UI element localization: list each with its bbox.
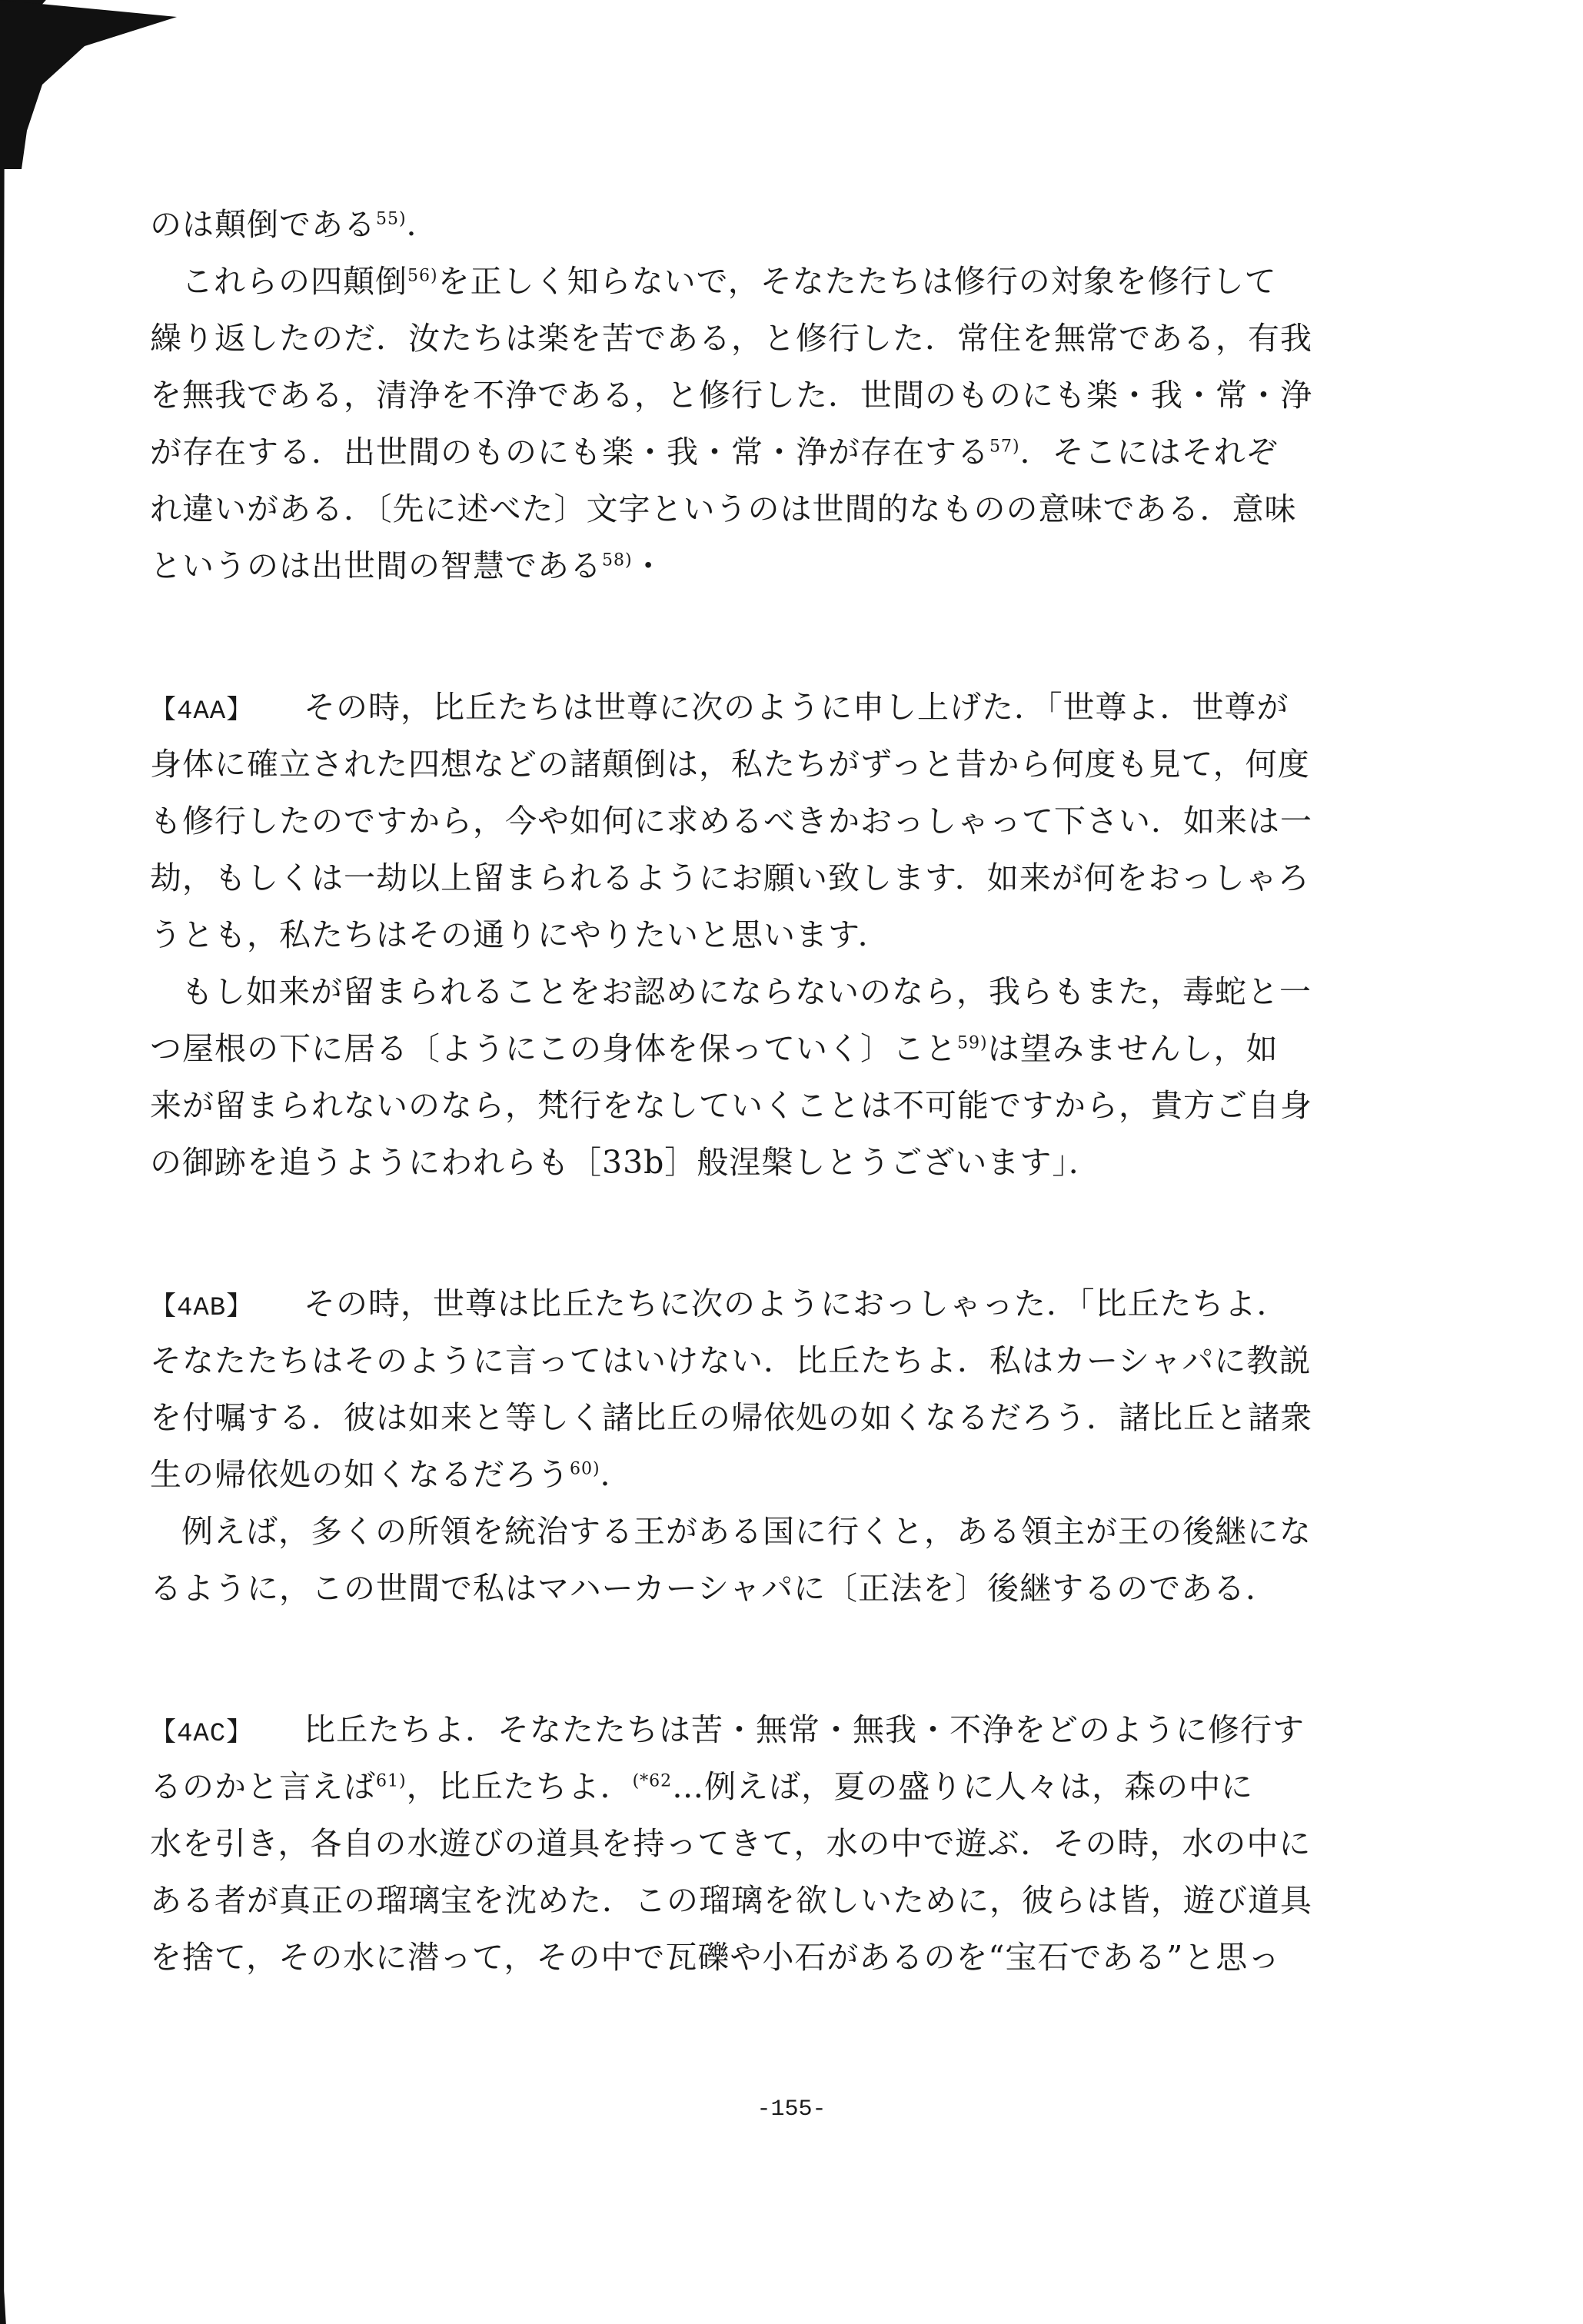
body-text [150, 196, 1326, 1986]
text-line: というのは出世間の智慧である$^{58)}$・ [150, 547, 665, 584]
section-4AC-first-line: 【4AC】 比丘たちよ．そなたたちは苦・無常・無我・不浄をどのように修行す [150, 1701, 1326, 1758]
text-line: 繰り返したのだ．汝たちは楽を苦である，と修行した．常住を無常である，有我 [150, 320, 1312, 357]
text-line: もし如来が留まられることをお認めにならないのなら，我らもまた，毒蛇と一 [181, 973, 1312, 1010]
text-line: るのかと言えば$^{61)}$，比丘たちよ．$^{(*62}$…例えば，夏の盛りに人々は，森の中に [150, 1768, 1254, 1805]
text-line: つ屋根の下に居る〔ようにこの身体を保っていく〕こと$^{59)}$は望みませんし，如 [150, 1030, 1279, 1067]
page-number: -155- [757, 2096, 826, 2123]
text-line: そなたたちはそのように言ってはいけない．比丘たちよ．私はカーシャパに教説 [150, 1342, 1312, 1379]
section-label-4AC: 【4AC】 [150, 1720, 254, 1749]
binding-edge-shadow [0, 0, 46, 2324]
section-label-4AA: 【4AA】 [150, 697, 254, 726]
text-line: 劫，もしくは一劫以上留まられるようにお願い致します．如来が何をおっしゃろ [150, 859, 1310, 896]
section-label-4AB: 【4AB】 [150, 1294, 254, 1323]
text-line: 来が留まられないのなら，梵行をなしていくことは不可能ですから，貴方ご自身 [150, 1087, 1312, 1124]
text-line: 例えば，多くの所領を統治する王がある国に行くと，ある領主が王の後継にな [181, 1513, 1312, 1550]
binding-edge-corner [0, 0, 185, 169]
text-line: の御跡を追うようにわれらも［33b］般涅槃しとうございます」． [150, 1144, 1101, 1181]
text-line: 水を引き，各自の水遊びの道具を持ってきて，水の中で遊ぶ．その時，水の中に [150, 1825, 1312, 1862]
section-4AA-first-line: 【4AA】 その時，比丘たちは世尊に次のように申し上げた．「世尊よ．世尊が [150, 679, 1326, 736]
text-line: を捨て，その水に潜って，その中で瓦礫や小石があるのを“宝石である”と思っ [150, 1939, 1281, 1976]
text-line: が存在する．出世間のものにも楽・我・常・浄が存在する$^{57)}$．そこにはそれぞ [150, 434, 1279, 470]
text-line: を無我である，清浄を不浄である，と修行した．世間のものにも楽・我・常・浄 [150, 377, 1312, 414]
section-4AB-first-line: 【4AB】 その時，世尊は比丘たちに次のようにおっしゃった．「比丘たちよ． [150, 1275, 1326, 1332]
text-line: れ違いがある．〔先に述べた〕文字というのは世間的なものの意味である．意味 [150, 490, 1297, 527]
text-line: 生の帰依処の如くなるだろう$^{60)}$． [150, 1456, 633, 1493]
text-line: ある者が真正の瑠璃宝を沈めた．この瑠璃を欲しいために，彼らは皆，遊び道具 [150, 1882, 1312, 1919]
text-line: を付嘱する．彼は如来と等しく諸比丘の帰依処の如くなるだろう．諸比丘と諸衆 [150, 1399, 1312, 1436]
text-line: のは顛倒である$^{55)}$． [150, 206, 439, 243]
text-line: これらの四顛倒$^{56)}$を正しく知らないで，そなたたちは修行の対象を修行して [181, 263, 1277, 300]
text-line: うとも，私たちはその通りにやりたいと思います． [150, 916, 890, 953]
text-line: 身体に確立された四想などの諸顛倒は，私たちがずっと昔から何度も見て，何度 [150, 746, 1310, 783]
text-line: るように，この世間で私はマハーカーシャパに〔正法を〕後継するのである． [150, 1570, 1279, 1607]
text-line: も修行したのですから，今や如何に求めるべきかおっしゃって下さい．如来は一 [150, 803, 1312, 839]
